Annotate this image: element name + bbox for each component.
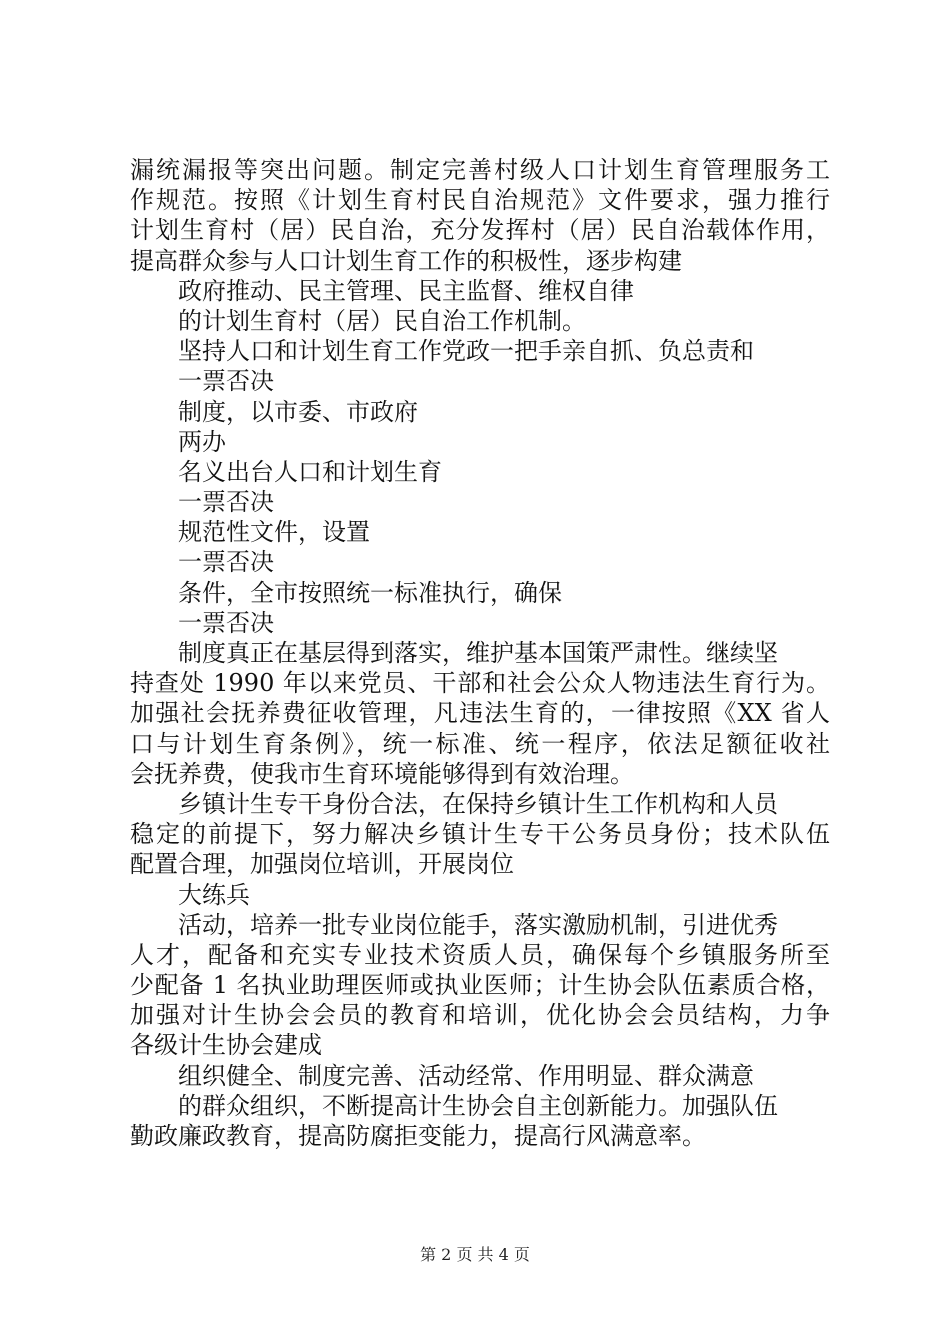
text-line: 计划生育村（居）民自治，充分发挥村（居）民自治载体作用， [130, 216, 830, 245]
body-text [130, 155, 830, 1151]
text-line: 规范性文件，设置 [178, 518, 370, 547]
text-line: 勤政廉政教育，提高防腐拒变能力，提高行风满意率。 [130, 1122, 706, 1150]
text-line: 稳定的前提下，努力解决乡镇计生专干公务员身份；技术队伍 [130, 820, 830, 849]
text-line: 作规范。按照《计划生育村民自治规范》文件要求，强力推行 [130, 186, 830, 215]
text-line: 乡镇计生专干身份合法，在保持乡镇计生工作机构和人员 [178, 789, 778, 818]
text-line: 一票否决 [178, 488, 274, 517]
text-line: 会抚养费，使我市生育环境能够得到有效治理。 [130, 759, 634, 788]
text-line: 漏统漏报等突出问题。制定完善村级人口计划生育管理服务工 [130, 156, 830, 184]
text-line: 政府推动、民主管理、民主监督、维权自律 [178, 276, 634, 305]
text-line: 两办 [178, 427, 226, 456]
text-line: 大练兵 [178, 880, 250, 909]
text-line: 口与计划生育条例》，统一标准、统一程序，依法足额征收社 [130, 729, 830, 758]
text-line: 一票否决 [178, 548, 274, 577]
text-line: 提高群众参与人口计划生育工作的积极性，逐步构建 [130, 246, 682, 275]
text-line: 持查处 1990 年以来党员、干部和社会公众人物违法生育行为。 [130, 669, 830, 698]
text-line: 各级计生协会建成 [130, 1031, 322, 1060]
page-footer: 第 2 页 共 4 页 [420, 1245, 530, 1264]
text-line: 一票否决 [178, 608, 274, 637]
text-line: 少配备 1 名执业助理医师或执业医师；计生协会队伍素质合格， [130, 971, 830, 1000]
text-line: 加强对计生协会会员的教育和培训，优化协会会员结构，力争 [130, 1001, 830, 1030]
text-line: 制度真正在基层得到落实，维护基本国策严肃性。继续坚 [178, 639, 778, 667]
text-line: 配置合理，加强岗位培训，开展岗位 [130, 850, 514, 879]
text-line: 的计划生育村（居）民自治工作机制。 [178, 306, 586, 335]
text-line: 一票否决 [178, 367, 274, 396]
text-line: 活动，培养一批专业岗位能手，落实激励机制，引进优秀 [178, 910, 778, 939]
text-line: 坚持人口和计划生育工作党政一把手亲自抓、负总责和 [178, 337, 754, 366]
text-line: 条件，全市按照统一标准执行，确保 [178, 578, 562, 607]
text-line: 人才，配备和充实专业技术资质人员，确保每个乡镇服务所至 [130, 940, 830, 969]
text-line: 的群众组织，不断提高计生协会自主创新能力。加强队伍 [178, 1091, 778, 1120]
text-line: 制度，以市委、市政府 [178, 397, 418, 426]
text-line: 名义出台人口和计划生育 [178, 457, 442, 486]
text-line: 组织健全、制度完善、活动经常、作用明显、群众满意 [178, 1061, 754, 1090]
text-line: 加强社会抚养费征收管理，凡违法生育的，一律按照《XX 省人 [130, 699, 830, 728]
